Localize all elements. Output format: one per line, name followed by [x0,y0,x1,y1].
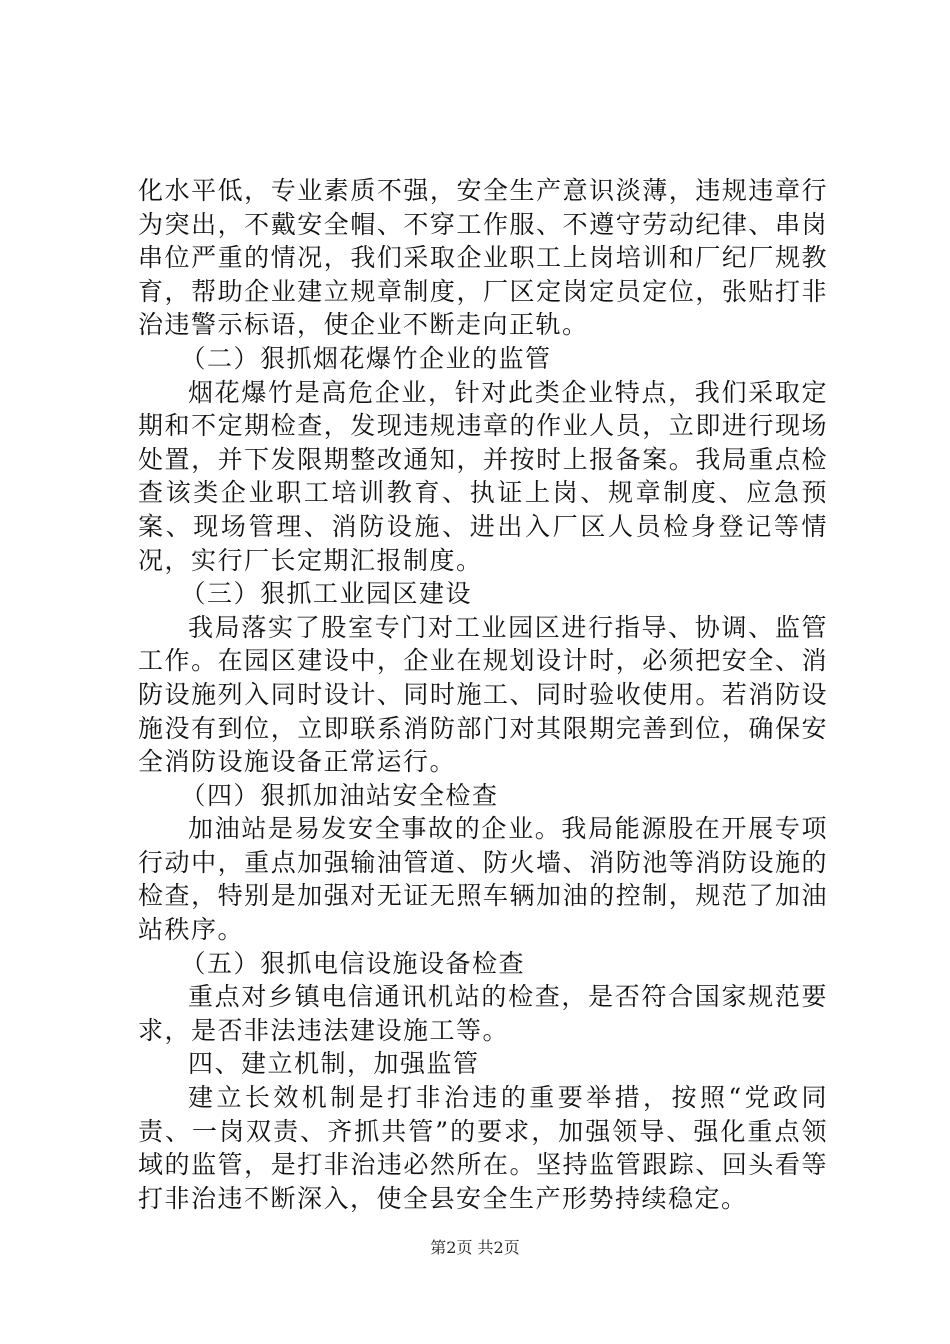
section-heading-industrial-park: （三）狠抓工业园区建设 [180,579,473,609]
page-footer [0,1238,950,1258]
section-heading-mechanism: 四、建立机制，加强监管 [188,1049,480,1079]
paragraph-gas-station: 加油站是易发安全事故的企业。我局能源股在开展专项行动中，重点加强输油管道、防火墙、消防池等消防设施的检查，特别是加强对无证无照车辆加油的控制，规范了加油站秩序。 [138,814,828,945]
section-heading-gas-station: （四）狠抓加油站安全检查 [180,780,499,810]
section-heading-fireworks: （二）狠抓烟花爆竹企业的监管 [180,343,552,373]
section-heading-telecom: （五）狠抓电信设施设备检查 [180,948,526,978]
paragraph-mechanism: 建立长效机制是打非治违的重要举措，按照“党政同责、一岗双责、齐抓共管”的要求，加强领导、强化重点领域的监管，是打非治违必然所在。坚持监管跟踪、回头看等打非治违不断深入，使全县安全生产形势持续稳定。 [138,1083,828,1213]
paragraph-telecom: 重点对乡镇电信通讯机站的检查，是否符合国家规范要求，是否非法违法建设施工等。 [138,982,828,1045]
document-body [138,174,828,1215]
paragraph-continued: 化水平低，专业素质不强，安全生产意识淡薄，违规违章行为突出，不戴安全帽、不穿工作服、不遵守劳动纪律、串岗串位严重的情况，我们采取企业职工上岗培训和厂纪厂规教育，帮助企业建立规章制度，厂区定岗定员定位，张贴打非治违警示标语，使企业不断走向正轨。 [138,176,828,340]
paragraph-fireworks: 烟花爆竹是高危企业，针对此类企业特点，我们采取定期和不定期检查，发现违规违章的作业人员，立即进行现场处置，并下发限期整改通知，并按时上报备案。我局重点检查该类企业职工培训教育、执证上岗、规章制度、应急预案、现场管理、消防设施、进出入厂区人员检身登记等情况，实行厂长定期汇报制度。 [138,377,828,575]
page-number-label: 第2页 共2页 [430,1238,520,1257]
paragraph-industrial-park: 我局落实了股室专门对工业园区进行指导、协调、监管工作。在园区建设中，企业在规划设计时，必须把安全、消防设施列入同时设计、同时施工、同时验收使用。若消防设施没有到位，立即联系消防部门对其限期完善到位，确保安全消防设施设备正常运行。 [138,612,828,777]
